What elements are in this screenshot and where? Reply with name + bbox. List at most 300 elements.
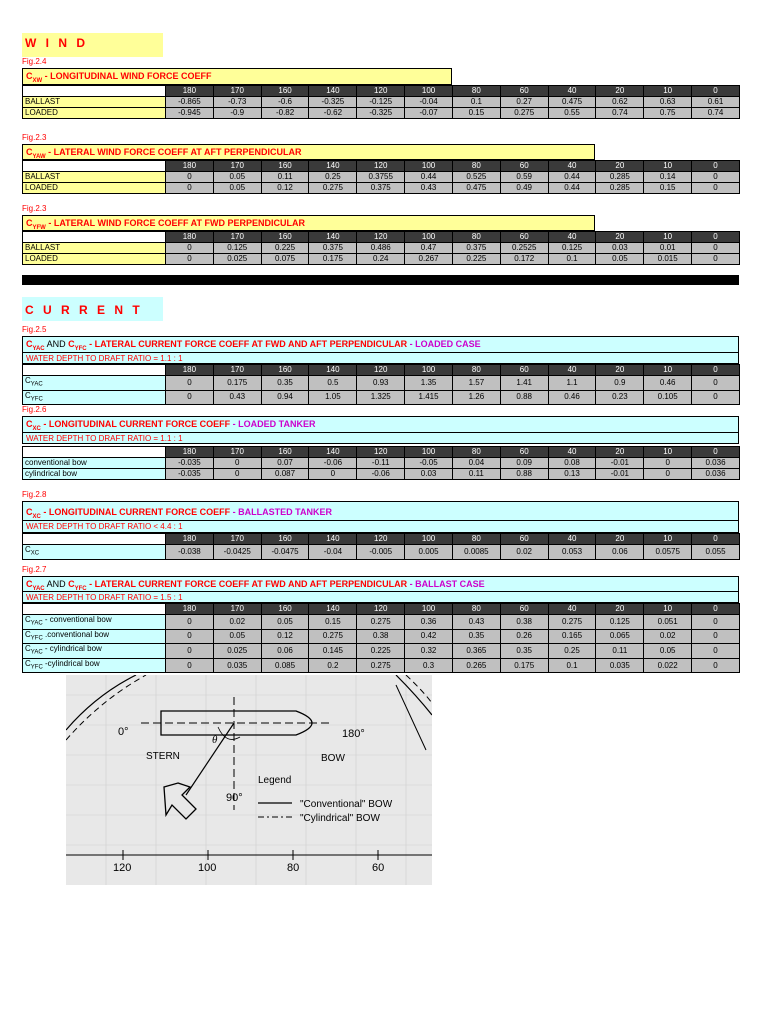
table-row [23, 644, 740, 659]
value-cell: 0.25 [548, 644, 596, 659]
case-text: - BALLAST CASE [407, 579, 485, 589]
coeff-symbol: C [68, 339, 75, 349]
value-cell: 0.486 [357, 243, 405, 254]
legend-cylindrical: "Cylindrical" BOW [300, 813, 380, 824]
title-text: - LATERAL WIND FORCE COEFF AT FWD PERPENDICULAR [45, 218, 305, 228]
coeff-symbol: C [26, 339, 33, 349]
value-cell: 0.25 [309, 172, 357, 183]
value-cell: 0.02 [213, 615, 261, 630]
header-angle-cell: 20 [596, 534, 644, 545]
header-angle-cell: 160 [261, 365, 309, 376]
table-title [22, 576, 739, 592]
value-cell: 0.09 [500, 458, 548, 469]
value-cell: -0.865 [166, 97, 214, 108]
row-label: BALLAST [23, 172, 166, 183]
coeff-symbol: C [26, 419, 33, 429]
value-cell: 0.13 [548, 469, 596, 480]
table-title [22, 501, 739, 521]
table-row [23, 254, 740, 265]
header-angle-cell: 120 [357, 604, 405, 615]
header-angle-cell: 170 [213, 604, 261, 615]
row-subscript: YAC [30, 620, 43, 627]
value-cell: 0.43 [452, 615, 500, 630]
label-stern: STERN [146, 751, 180, 762]
value-cell: 0.38 [357, 629, 405, 644]
row-label: conventional bow [23, 458, 166, 469]
value-cell: 0.11 [452, 469, 500, 480]
value-cell: 0.35 [261, 376, 309, 391]
tick-label: 120 [113, 862, 132, 874]
header-angle-cell: 80 [452, 365, 500, 376]
header-angle-cell: 180 [166, 365, 214, 376]
header-label-cell [23, 447, 166, 458]
header-row [23, 365, 740, 376]
value-cell: -0.945 [166, 108, 214, 119]
value-cell: 0 [692, 183, 740, 194]
coeff-subscript: YFC [74, 585, 87, 592]
header-angle-cell: 120 [357, 534, 405, 545]
row-label [23, 629, 166, 644]
table-row [23, 108, 740, 119]
value-cell: 0.88 [500, 469, 548, 480]
value-cell: 0.025 [213, 644, 261, 659]
coeff-subscript: XC [32, 513, 41, 520]
header-angle-cell: 160 [261, 232, 309, 243]
value-cell: -0.035 [166, 458, 214, 469]
value-cell: 0 [166, 658, 214, 673]
wind-section-title: W I N D [22, 33, 163, 57]
value-cell: 0.225 [261, 243, 309, 254]
value-cell: -0.035 [166, 469, 214, 480]
header-angle-cell: 100 [405, 86, 453, 97]
row-subscript: YAC [30, 381, 43, 388]
row-label [23, 644, 166, 659]
depth-ratio: WATER DEPTH TO DRAFT RATIO = 1.5 : 1 [22, 592, 739, 603]
value-cell: 0.55 [548, 108, 596, 119]
header-angle-cell: 80 [452, 86, 500, 97]
value-cell: 0.275 [309, 629, 357, 644]
table-row [23, 172, 740, 183]
header-angle-cell: 0 [692, 161, 740, 172]
table-title [22, 144, 595, 160]
value-cell: 0.06 [596, 545, 644, 560]
fig-label: Fig.2.3 [22, 133, 47, 142]
table-row [23, 243, 740, 254]
tick-label: 60 [372, 862, 385, 874]
value-cell: 0.267 [405, 254, 453, 265]
header-angle-cell: 180 [166, 161, 214, 172]
row-label [23, 658, 166, 673]
fig-label: Fig.2.4 [22, 57, 47, 66]
value-cell: -0.6 [261, 97, 309, 108]
header-angle-cell: 40 [548, 534, 596, 545]
value-cell: 0 [692, 254, 740, 265]
value-cell: 0.275 [357, 658, 405, 673]
label-theta: θ [212, 734, 218, 746]
value-cell: 0 [166, 615, 214, 630]
value-cell: 0.525 [452, 172, 500, 183]
header-angle-cell: 20 [596, 232, 644, 243]
value-cell: -0.11 [357, 458, 405, 469]
row-label: LOADED [23, 183, 166, 194]
value-cell: 0.125 [596, 615, 644, 630]
current-longitudinal-loaded-table [22, 446, 740, 480]
diagram-background [66, 675, 432, 885]
value-cell: 0.175 [309, 254, 357, 265]
row-subscript: YAC [30, 649, 43, 656]
value-cell: 0 [692, 629, 740, 644]
header-angle-cell: 0 [692, 86, 740, 97]
header-angle-cell: 60 [500, 86, 548, 97]
label-bow: BOW [321, 753, 345, 764]
value-cell: 0.36 [405, 615, 453, 630]
header-angle-cell: 140 [309, 86, 357, 97]
value-cell: 0.24 [357, 254, 405, 265]
header-angle-cell: 10 [644, 534, 692, 545]
value-cell: 0.05 [261, 615, 309, 630]
value-cell: 0.172 [500, 254, 548, 265]
title-text: - LATERAL WIND FORCE COEFF AT AFT PERPENDICULAR [45, 147, 302, 157]
row-suffix: - conventional bow [42, 615, 112, 624]
value-cell: 0 [644, 458, 692, 469]
value-cell: 0 [213, 469, 261, 480]
table-title [22, 416, 739, 433]
row-symbol: C [25, 390, 31, 400]
header-angle-cell: 140 [309, 232, 357, 243]
value-cell: -0.325 [309, 97, 357, 108]
header-angle-cell: 60 [500, 604, 548, 615]
header-angle-cell: 140 [309, 365, 357, 376]
header-angle-cell: 10 [644, 365, 692, 376]
value-cell: 0 [692, 615, 740, 630]
coeff-subscript: YAC [32, 585, 45, 592]
row-label: LOADED [23, 108, 166, 119]
header-label-cell [23, 232, 166, 243]
table-row [23, 183, 740, 194]
value-cell: 0.125 [213, 243, 261, 254]
value-cell: 0 [692, 644, 740, 659]
header-angle-cell: 170 [213, 447, 261, 458]
table-row [23, 658, 740, 673]
value-cell: -0.04 [405, 97, 453, 108]
value-cell: 0.375 [309, 243, 357, 254]
value-cell: 1.57 [452, 376, 500, 391]
value-cell: 0.14 [644, 172, 692, 183]
fig-label: Fig.2.6 [22, 405, 47, 414]
header-angle-cell: 140 [309, 161, 357, 172]
header-angle-cell: 120 [357, 447, 405, 458]
header-angle-cell: 60 [500, 534, 548, 545]
header-angle-cell: 10 [644, 232, 692, 243]
coeff-subscript: YFW [32, 224, 46, 231]
value-cell: 0 [692, 172, 740, 183]
value-cell: 0.46 [644, 376, 692, 391]
value-cell: 0.62 [596, 97, 644, 108]
value-cell: 0.12 [261, 183, 309, 194]
value-cell: 0.075 [261, 254, 309, 265]
value-cell: 0.285 [596, 172, 644, 183]
header-label-cell [23, 534, 166, 545]
value-cell: -0.06 [309, 458, 357, 469]
row-suffix: .conventional bow [42, 629, 110, 639]
value-cell: -0.06 [357, 469, 405, 480]
value-cell: 0.05 [213, 172, 261, 183]
coeff-subscript: XW [32, 77, 43, 84]
tick-label: 80 [287, 862, 300, 874]
value-cell: 0.375 [452, 243, 500, 254]
header-angle-cell: 100 [405, 232, 453, 243]
header-angle-cell: 80 [452, 604, 500, 615]
header-row [23, 447, 740, 458]
row-suffix: -cylindrical bow [42, 658, 100, 668]
header-row [23, 86, 740, 97]
coeff-subscript: YAW [32, 153, 46, 160]
value-cell: 0.265 [452, 658, 500, 673]
header-angle-cell: 60 [500, 232, 548, 243]
value-cell: 0.065 [596, 629, 644, 644]
value-cell: 0.035 [596, 658, 644, 673]
value-cell: 0.11 [261, 172, 309, 183]
case-text: - BALLASTED TANKER [230, 507, 332, 517]
value-cell: -0.125 [357, 97, 405, 108]
value-cell: -0.0425 [213, 545, 261, 560]
header-angle-cell: 20 [596, 604, 644, 615]
table-row [23, 629, 740, 644]
value-cell: 0.61 [692, 97, 740, 108]
header-angle-cell: 180 [166, 232, 214, 243]
row-subscript: XC [30, 550, 40, 557]
value-cell: 0 [166, 644, 214, 659]
row-subscript: YFC [30, 664, 43, 671]
value-cell: 0.94 [261, 390, 309, 405]
header-angle-cell: 120 [357, 232, 405, 243]
row-label: BALLAST [23, 97, 166, 108]
header-angle-cell: 0 [692, 365, 740, 376]
value-cell: 0.59 [500, 172, 548, 183]
value-cell: 0.01 [644, 243, 692, 254]
table-row [23, 97, 740, 108]
value-cell: 1.415 [405, 390, 453, 405]
value-cell: 0.44 [548, 172, 596, 183]
value-cell: 0.9 [596, 376, 644, 391]
value-cell: 0.44 [548, 183, 596, 194]
value-cell: 0.375 [357, 183, 405, 194]
heading-diagram [66, 675, 432, 885]
value-cell: 0.15 [644, 183, 692, 194]
header-label-cell [23, 604, 166, 615]
header-row [23, 161, 740, 172]
value-cell: -0.82 [261, 108, 309, 119]
value-cell: 0.04 [452, 458, 500, 469]
header-angle-cell: 170 [213, 365, 261, 376]
header-angle-cell: 10 [644, 447, 692, 458]
value-cell: 0 [692, 243, 740, 254]
label-zero: 0° [118, 726, 129, 738]
value-cell: 0.475 [548, 97, 596, 108]
header-angle-cell: 20 [596, 447, 644, 458]
value-cell: 0 [692, 376, 740, 391]
header-angle-cell: 170 [213, 232, 261, 243]
coeff-subscript: YFC [74, 345, 87, 352]
value-cell: -0.05 [405, 458, 453, 469]
depth-ratio: WATER DEPTH TO DRAFT RATIO = 1.1 : 1 [22, 353, 739, 364]
header-angle-cell: 140 [309, 534, 357, 545]
value-cell: 0.88 [500, 390, 548, 405]
value-cell: 0.015 [644, 254, 692, 265]
title-text: - LONGITUDINAL CURRENT FORCE COEFF [40, 419, 231, 429]
value-cell: 0.475 [452, 183, 500, 194]
header-angle-cell: 120 [357, 161, 405, 172]
value-cell: 1.05 [309, 390, 357, 405]
value-cell: 0.053 [548, 545, 596, 560]
value-cell: 0.3755 [357, 172, 405, 183]
header-row [23, 534, 740, 545]
value-cell: 0.225 [357, 644, 405, 659]
value-cell: 0.23 [596, 390, 644, 405]
header-angle-cell: 80 [452, 447, 500, 458]
header-angle-cell: 40 [548, 86, 596, 97]
table-title [22, 215, 595, 231]
value-cell: 0.275 [548, 615, 596, 630]
header-label-cell [23, 86, 166, 97]
header-angle-cell: 170 [213, 534, 261, 545]
header-angle-cell: 160 [261, 534, 309, 545]
value-cell: 0 [692, 390, 740, 405]
value-cell: -0.04 [309, 545, 357, 560]
value-cell: 0 [166, 243, 214, 254]
value-cell: 0.225 [452, 254, 500, 265]
section-divider [22, 275, 739, 285]
value-cell: -0.73 [213, 97, 261, 108]
fig-label: Fig.2.7 [22, 565, 47, 574]
table-row [23, 376, 740, 391]
row-label [23, 615, 166, 630]
table-title [22, 336, 739, 353]
header-angle-cell: 120 [357, 86, 405, 97]
and-text: AND [44, 339, 69, 349]
header-angle-cell: 80 [452, 534, 500, 545]
legend-title: Legend [258, 775, 292, 786]
title-text: - LONGITUDINAL CURRENT FORCE COEFF [40, 507, 231, 517]
value-cell: 0 [213, 458, 261, 469]
value-cell: 0.05 [213, 629, 261, 644]
value-cell: 0.0575 [644, 545, 692, 560]
value-cell: 0.12 [261, 629, 309, 644]
value-cell: 0.022 [644, 658, 692, 673]
value-cell: 0.165 [548, 629, 596, 644]
value-cell: 0.74 [692, 108, 740, 119]
value-cell: 0.38 [500, 615, 548, 630]
header-angle-cell: 40 [548, 604, 596, 615]
value-cell: -0.62 [309, 108, 357, 119]
header-angle-cell: 100 [405, 161, 453, 172]
value-cell: 0.5 [309, 376, 357, 391]
fig-label: Fig.2.8 [22, 490, 47, 499]
row-subscript: YFC [30, 396, 43, 403]
value-cell: -0.01 [596, 458, 644, 469]
table-row [23, 469, 740, 480]
value-cell: 0.93 [357, 376, 405, 391]
header-angle-cell: 10 [644, 86, 692, 97]
header-angle-cell: 170 [213, 86, 261, 97]
title-text: - LATERAL CURRENT FORCE COEFF AT FWD AND AFT PERPENDICULAR [86, 339, 408, 349]
header-angle-cell: 20 [596, 365, 644, 376]
value-cell: 1.26 [452, 390, 500, 405]
value-cell: 0.46 [548, 390, 596, 405]
header-angle-cell: 180 [166, 604, 214, 615]
header-angle-cell: 100 [405, 365, 453, 376]
title-text: - LONGITUDINAL WIND FORCE COEFF [42, 71, 212, 81]
header-angle-cell: 140 [309, 447, 357, 458]
row-label [23, 390, 166, 405]
value-cell: 0.15 [309, 615, 357, 630]
coeff-symbol: C [26, 218, 33, 228]
header-angle-cell: 0 [692, 447, 740, 458]
row-symbol: C [25, 545, 31, 554]
value-cell: 0.085 [261, 658, 309, 673]
header-angle-cell: 40 [548, 232, 596, 243]
value-cell: -0.01 [596, 469, 644, 480]
header-angle-cell: 60 [500, 447, 548, 458]
value-cell: -0.325 [357, 108, 405, 119]
value-cell: 0.44 [405, 172, 453, 183]
header-angle-cell: 60 [500, 161, 548, 172]
value-cell: 0.63 [644, 97, 692, 108]
value-cell: 0.11 [596, 644, 644, 659]
value-cell: 0.025 [213, 254, 261, 265]
value-cell: 0.43 [405, 183, 453, 194]
row-symbol: C [25, 615, 31, 624]
wind-lateral-fwd-table [22, 231, 740, 265]
value-cell: 0 [692, 658, 740, 673]
header-angle-cell: 170 [213, 161, 261, 172]
value-cell: 0 [166, 376, 214, 391]
header-angle-cell: 80 [452, 232, 500, 243]
value-cell: 0.75 [644, 108, 692, 119]
tick-label: 100 [198, 862, 217, 874]
value-cell: 0 [166, 390, 214, 405]
coeff-subscript: YAC [32, 345, 45, 352]
value-cell: 0.2 [309, 658, 357, 673]
value-cell: 0 [166, 629, 214, 644]
header-angle-cell: 80 [452, 161, 500, 172]
header-label-cell [23, 161, 166, 172]
depth-ratio: WATER DEPTH TO DRAFT RATIO < 4.4 : 1 [22, 521, 739, 533]
header-angle-cell: 10 [644, 604, 692, 615]
value-cell: 0.02 [644, 629, 692, 644]
value-cell: 0 [309, 469, 357, 480]
row-label: LOADED [23, 254, 166, 265]
header-angle-cell: 0 [692, 232, 740, 243]
value-cell: 0.05 [596, 254, 644, 265]
value-cell: 0.275 [309, 183, 357, 194]
header-angle-cell: 0 [692, 534, 740, 545]
value-cell: 0.3 [405, 658, 453, 673]
fig-label: Fig.2.5 [22, 325, 47, 334]
header-angle-cell: 40 [548, 447, 596, 458]
value-cell: -0.038 [166, 545, 214, 560]
header-angle-cell: 20 [596, 161, 644, 172]
table-row [23, 615, 740, 630]
value-cell: 1.35 [405, 376, 453, 391]
wind-longitudinal-table [22, 85, 740, 119]
value-cell: 1.1 [548, 376, 596, 391]
value-cell: 0.15 [452, 108, 500, 119]
value-cell: 0.275 [500, 108, 548, 119]
row-label: BALLAST [23, 243, 166, 254]
value-cell: 0.03 [405, 469, 453, 480]
header-angle-cell: 140 [309, 604, 357, 615]
